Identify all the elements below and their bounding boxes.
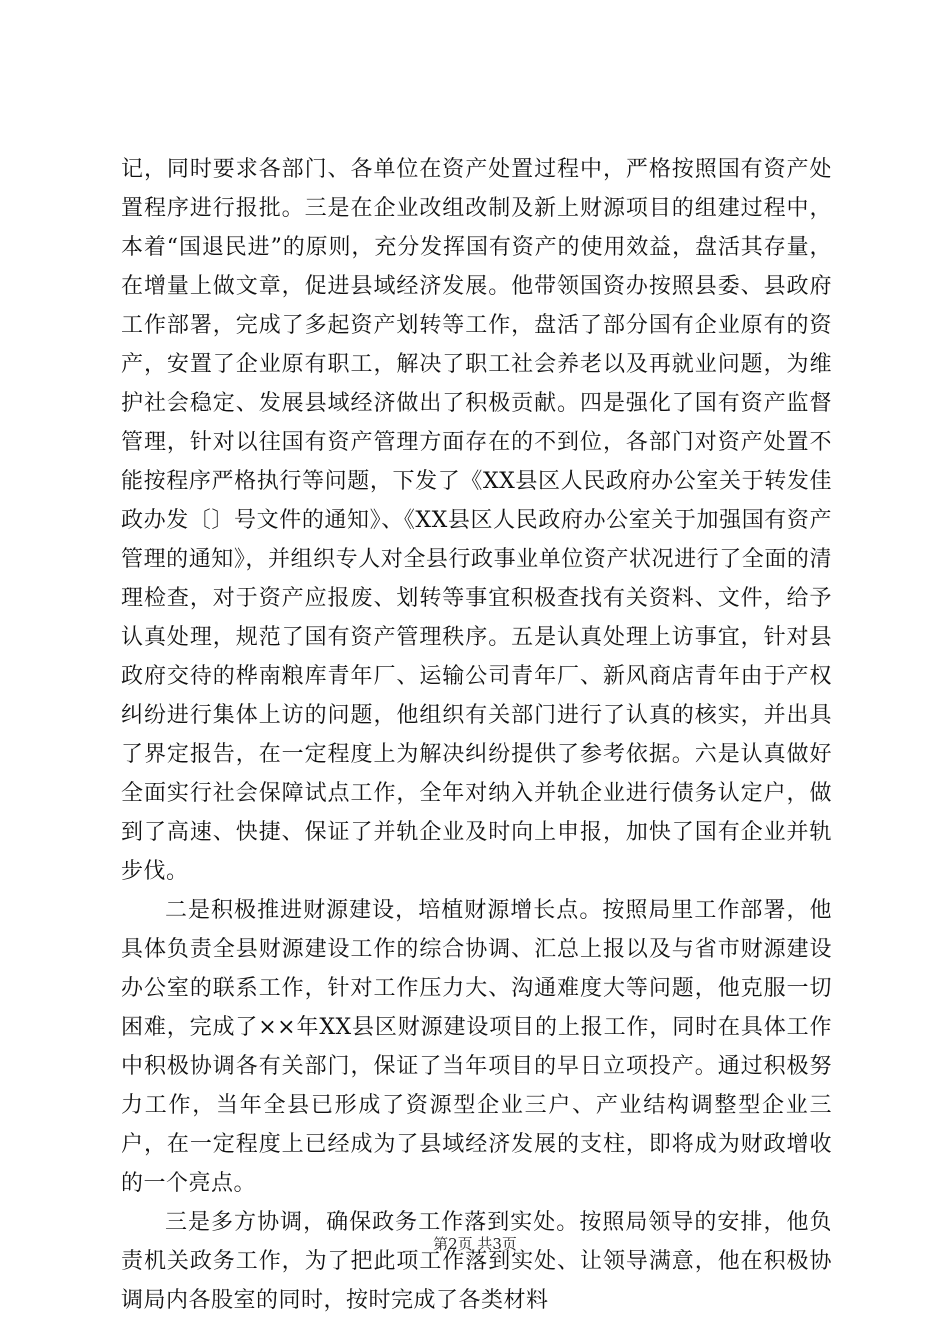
page-number: 第2页 共3页: [433, 1235, 517, 1253]
document-body: [121, 150, 832, 1320]
paragraph-3: 三是多方协调，确保政务工作落到实处。按照局领导的安排，他负责机关政务工作，为了把此项工作落到实处、让领导满意，他在积极协调局内各股室的同时，按时完成了各类材料: [121, 1210, 832, 1313]
paragraph-2: 二是积极推进财源建设，培植财源增长点。按照局里工作部署，他具体负责全县财源建设工作的综合协调、汇总上报以及与省市财源建设办公室的联系工作，针对工作压力大、沟通难度大等问题，他克服一切困难，完成了××年XX县区财源建设项目的上报工作，同时在具体工作中积极协调各有关部门，保证了当年项目的早日立项投产。通过积极努力工作，当年全县已形成了资源型企业三户、产业结构调整型企业三户，在一定程度上已经成为了县域经济发展的支柱，即将成为财政增收的一个亮点。: [121, 898, 832, 1196]
paragraph-1: 记，同时要求各部门、各单位在资产处置过程中，严格按照国有资产处置程序进行报批。三是在企业改组改制及新上财源项目的组建过程中，本着“国退民进”的原则，充分发挥国有资产的使用效益，盘活其存量，在增量上做文章，促进县域经济发展。他带领国资办按照县委、县政府工作部署，完成了多起资产划转等工作，盘活了部分国有企业原有的资产，安置了企业原有职工，解决了职工社会养老以及再就业问题，为维护社会稳定、发展县域经济做出了积极贡献。四是强化了国有资产监督管理，针对以往国有资产管理方面存在的不到位，各部门对资产处置不能按程序严格执行等问题，下发了《XX县区人民政府办公室关于转发佳政办发〔〕号文件的通知》、《XX县区人民政府办公室关于加强国有资产管理的通知》，并组织专人对全县行政事业单位资产状况进行了全面的清理检查，对于资产应报废、划转等事宜积极查找有关资料、文件，给予认真处理，规范了国有资产管理秩序。五是认真处理上访事宜，针对县政府交待的桦南粮库青年厂、运输公司青年厂、新风商店青年由于产权纠纷进行集体上访的问题，他组织有关部门进行了认真的核实，并出具了界定报告，在一定程度上为解决纠纷提供了参考依据。六是认真做好全面实行社会保障试点工作，全年对纳入并轨企业进行债务认定户，做到了高速、快捷、保证了并轨企业及时向上申报，加快了国有企业并轨步伐。: [121, 157, 832, 884]
